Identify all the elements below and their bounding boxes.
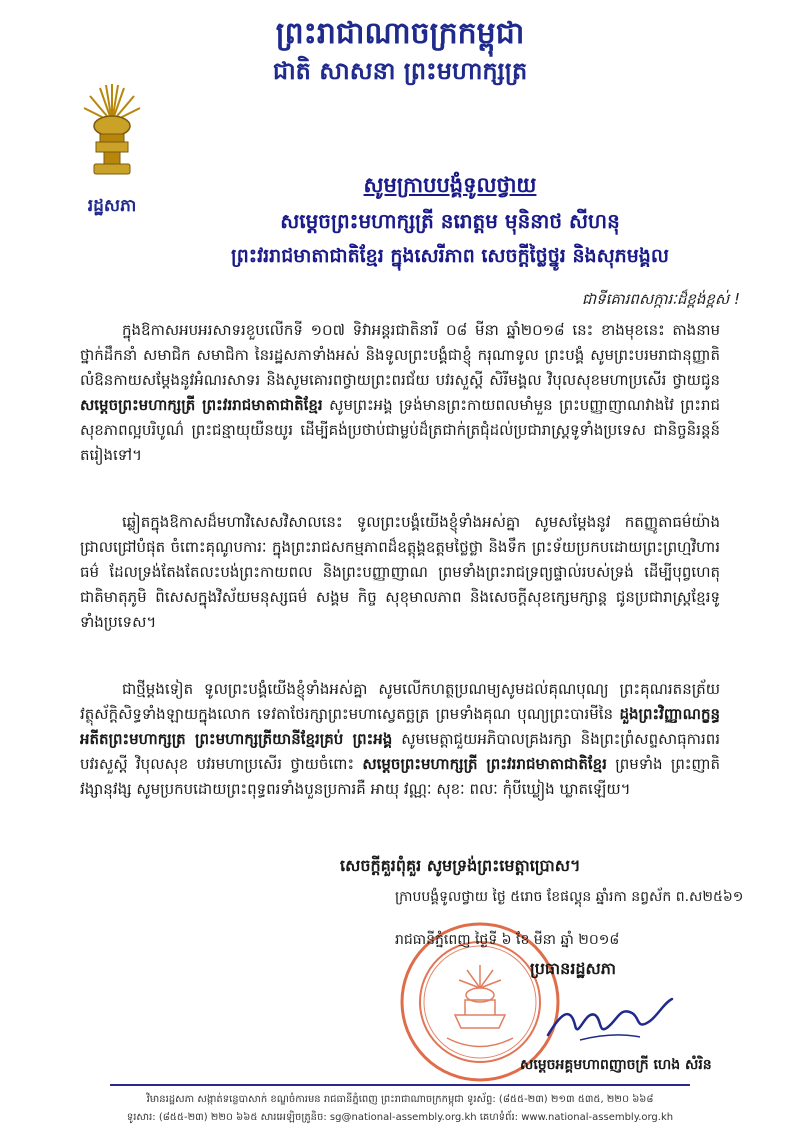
handwritten-signature-icon [540,985,680,1055]
paragraph-2: ឆ្លៀតក្នុងឱកាសដ៏មហាវិសេសវិសាលនេះ ទូលព្រះបង្គំយើងខ្ញុំទាំងអស់គ្នា សូមសម្តែងនូវ កតញ្ញូតាធម៌យ៉ាងជ្រាលជ្រៅបំផុត ចំពោះគុណូបការៈ ក្នុងព្រះរាជសកម្មភាពដ៏ឧត្តុង្គឧត្តមថ្លៃថ្លា និងទឹក ព្រះទ័យប្រកបដោយព្រះព្រហ្មវិហារធម៌ ដែលទ្រង់តែងតែលះបង់ព្រះកាយពល និងព្រះបញ្ញាញាណ ព្រមទាំងព្រះរាជទ្រព្យផ្ទាល់របស់ទ្រង់ ដើម្បីបុព្វហេតុជាតិមាតុភូមិ ពិសេសក្នុងវិស័យមនុស្សធម៌ សង្គម កិច្ច សុខុមាលភាព និងសេចក្តីសុខក្សេមក្សាន្ត ជូនប្រជារាស្ត្រខ្មែរទូទាំងប្រទេស។ [80,513,720,631]
paragraph-3-bold-name: សម្តេចព្រះមហាក្សត្រី ព្រះវររាជមាតាជាតិខ្មែរ [362,755,607,773]
paragraph-1-text-a: ក្នុងឱកាសអបអរសាទរខួបលើកទី ១០៧ ទិវាអន្តរជាតិនារី ០៨ មីនា ឆ្នាំ២០១៨ នេះ ខាងមុខនេះ តាងនាមថ្នាក់ដឹកនាំ សមាជិក សមាជិកា នៃរដ្ឋសភាទាំងអស់ និងទូលព្រះបង្គំជាខ្ញុំ ករុណាទូល ព្រះបង្គំ សូមព្រះបរមរាជានុញ្ញាតិលំឱនកាយសម្តែងនូវអំណរសាទរ និងសូមគោរពថ្វាយព្រះពរជ័យ បវរសួស្តី សិរីមង្គល វិបុលសុខមហាប្រសើរ ថ្វាយជូន [80,321,720,389]
footer-contact: ទូរសារ: (៨៥៥-២៣) ២២០ ៦៦៥ សារអេឡិចត្រូនិច: sg@national-assembly.org.kh គេហទំព័រ: www.national-assembly.org.kh [126,1112,674,1123]
salutation-title: សូមក្រាបបង្គំទូលថ្វាយ [363,173,537,197]
president-title: ប្រធានរដ្ឋសភា [530,959,617,978]
institution-label: រដ្ឋសភា [87,196,137,216]
paragraph-3-text-e: ព្រមទាំង ព្រះញាតិវង្សានុវង្ស សូមប្រកបដោយព្រះពុទ្ធពរទាំងបួនប្រការគឺ អាយុ វណ្ណៈ សុខៈ ពលៈ កុំបីឃ្លៀង ឃ្លាតឡើយ។ [80,755,720,798]
recipient-name: សម្តេចព្រះមហាក្សត្រី នរោត្តម មុនិនាថ សីហនុ [280,209,620,233]
paragraph-3-bold-ancestors: ដួងព្រះវិញ្ញាណក្ខន្ធ អតីតព្រះមហាក្សត្រ ព្រះមហាក្សត្រីយានីខ្មែរគ្រប់ ព្រះអង្គ [80,705,720,748]
paragraph-1 [80,318,720,468]
footer-address: វិមានរដ្ឋសភា សង្កាត់ទន្លេបាសាក់ ខណ្ឌចំការមន រាជធានីភ្នំពេញ ព្រះរាជាណាចក្រកម្ពុជា ទូរស័ព្ទ: (៨៥៥-២៣) ២១៣ ៥៣៥, ២២០ ៦៦៨ [146,1094,654,1105]
paragraph-3-text-c: សូមមេត្តាជួយអភិបាលគ្រងរក្សា និងព្រះព្រំសព្ទសាធុការពរ បវរសួស្តី វិបុលសុខ បវរមហាប្រសើរ ថ្វាយចំពោះ [80,730,720,773]
footer-divider [110,1084,690,1086]
solar-date-line: រាជធានីភ្នំពេញ ថ្ងៃទី ៦ ខែ មីនា ឆ្នាំ ២០១៨ [395,932,620,948]
paragraph-1-text-c: សូមព្រះអង្គ ទ្រង់មានព្រះកាយពលមាំមួន ព្រះបញ្ញាញាណវាងវៃ ព្រះរាជសុខភាពល្អបរិបូណ៌ ព្រះជន្មាយុយឺនយូរ ដើម្បីគង់ប្រថាប់ជាម្លប់ដ៏ត្រជាក់ត្រជុំដល់ប្រជារាស្ត្រទូទាំងប្រទេស ជានិច្ចនិរន្តន៍ តរៀងទៅ។ [80,396,720,464]
paragraph-3 [80,677,720,802]
national-motto: ជាតិ សាសនា ព្រះមហាក្សត្រ [272,57,528,85]
paragraph-3-text-a: ជាថ្មីម្តងទៀត ទូលព្រះបង្គំយើងខ្ញុំទាំងអស់គ្នា សូមលើកហត្ថប្រណម្យសូមដល់គុណបុណ្យ ព្រះគុណរតនត្រ័យ វត្ថុស័ក្តិសិទ្ធទាំងឡាយក្នុងលោក ទេវតាថែរក្សាព្រះមហាស្វេតច្ឆត្រ ព្រមទាំងគុណ បុណ្យព្រះបារមីនៃ [80,680,720,723]
signer-name: សម្តេចអគ្គមហាពញាចក្រី ហេង សំរិន [520,1057,712,1073]
recipient-title: ព្រះវររាជមាតាជាតិខ្មែរ ក្នុងសេរីភាព សេចក្តីថ្លៃថ្នូរ និងសុភមង្គល [231,245,669,267]
closing-blessing: សេចក្តីគួរពុំគួរ សូមទ្រង់ព្រះមេត្តាប្រោស។ [340,856,581,875]
homage-line: ជាទីគោរពសក្ការៈដ៏ខ្ពង់ខ្ពស់ ! [581,290,740,308]
paragraph-1-bold-name: សម្តេចព្រះមហាក្សត្រី ព្រះវររាជមាតាជាតិខ្មែរ [80,396,323,414]
lunar-date-line: ក្រាបបង្គំទូលថ្វាយ ថ្ងៃ ៥រោច ខែផល្គុន ឆ្នាំរកា នព្វស័ក ព.ស២៥៦១ [395,889,744,905]
national-assembly-emblem-icon [80,82,144,182]
kingdom-heading: ព្រះរាជាណាចក្រកម្ពុជា [275,16,525,51]
